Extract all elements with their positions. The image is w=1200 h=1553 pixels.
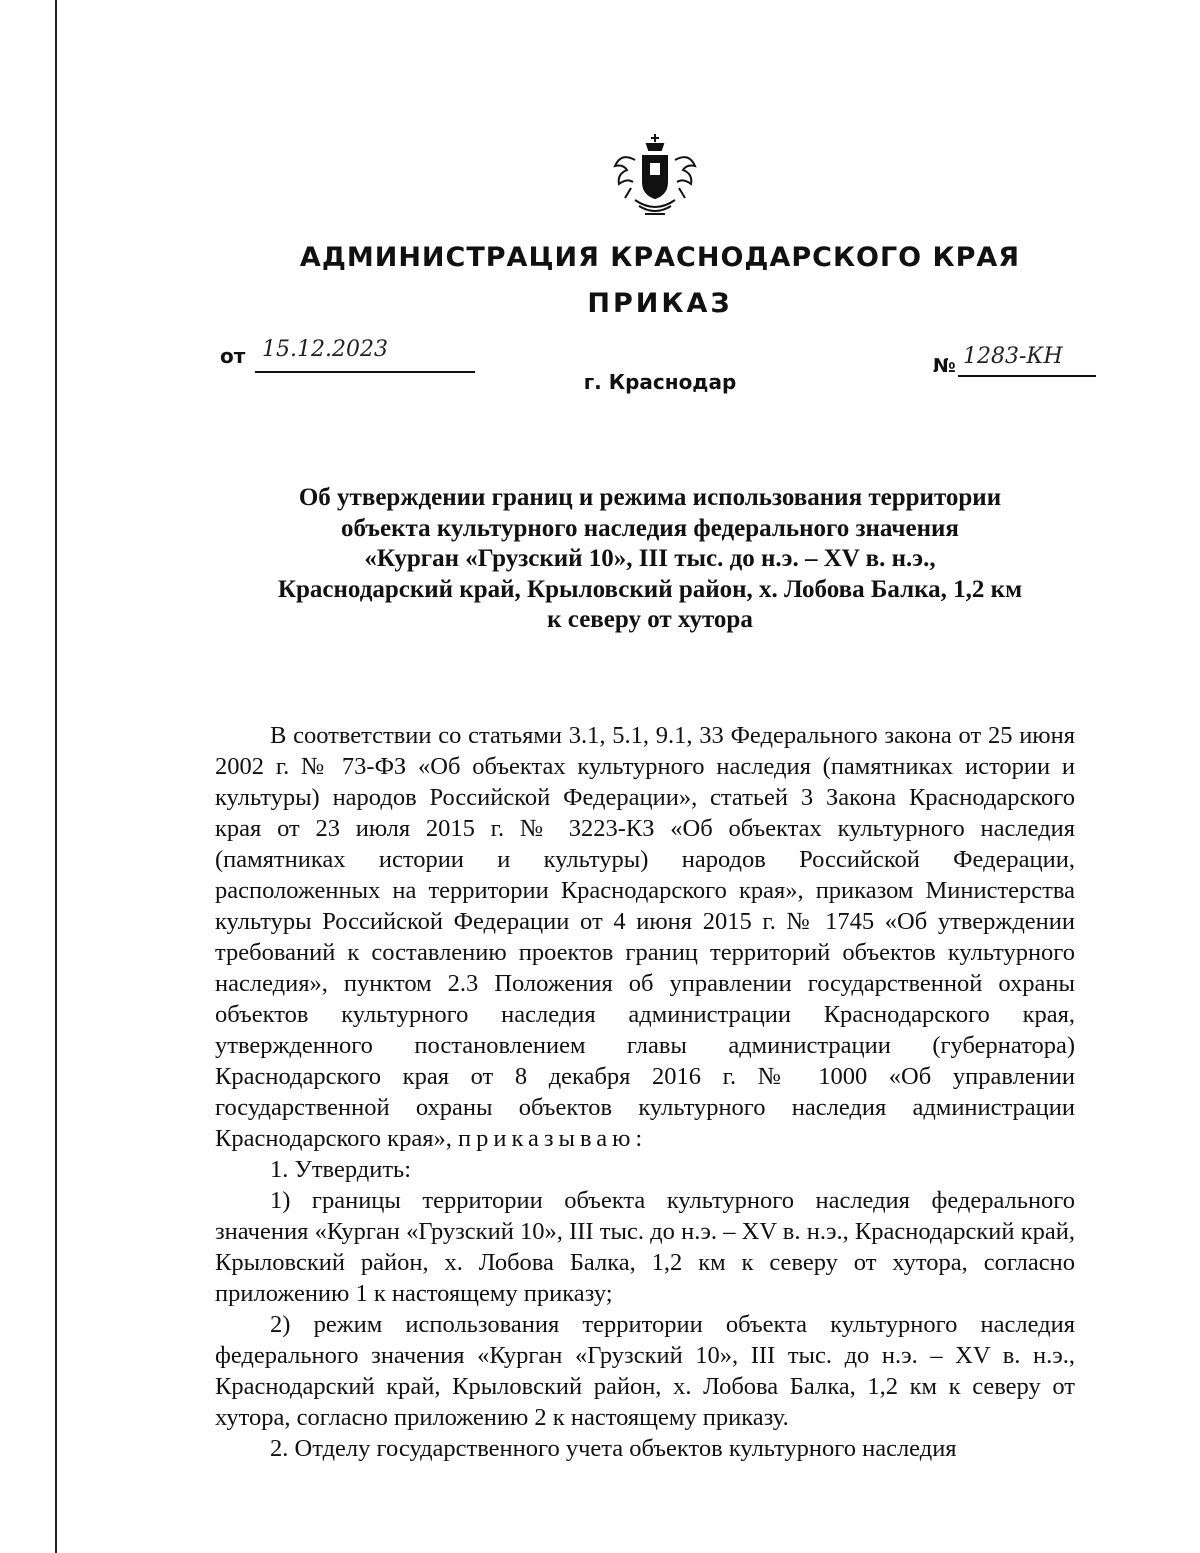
title-line: объекта культурного наследия федерального значения [341, 514, 959, 542]
number-label: № [933, 355, 956, 377]
number-value: 1283-КН [963, 344, 1063, 369]
item-1: 1. Утвердить: [270, 1156, 412, 1183]
document-title [0, 483, 1200, 636]
organization-name: АДМИНИСТРАЦИЯ КРАСНОДАРСКОГО КРАЯ [299, 242, 1021, 273]
order-word: приказываю: [457, 1125, 648, 1152]
preamble-text: В соответствии со статьями 3.1, 5.1, 9.1, 33 Федерального закона от 25 июня 2002 г. № 73-ФЗ «Об объектах культурного наследия (памятниках истории и культуры) народов Российской Федерации», статьей 3 Закона Краснодарского края от 23 июля 2015 г. № 3223-КЗ «Об объектах культурного наследия (памятниках истории и культуры) народов Российской Федерации, расположенных на территории Краснодарского края», приказом Министерства культуры Российской Федерации от 4 июня 2015 г. № 1745 «Об утверждении требований к составлению проектов границ территорий объектов культурного наследия», пунктом 2.3 Положения об управлении государственной охраны объектов культурного наследия администрации Краснодарского края, утвержденного постановлением главы администрации (губернатора) Краснодарского края от 8 декабря 2016 г. № 1000 «Об управлении государственной охраны объектов культурного наследия администрации Краснодарского края», [215, 722, 1075, 1152]
preamble-paragraph [215, 720, 1075, 1154]
title-line: «Курган «Грузский 10», III тыс. до н.э. – XV в. н.э., [364, 545, 936, 572]
city: г. Краснодар [583, 370, 737, 394]
document-type: ПРИКАЗ [587, 288, 733, 319]
item-2: 2. Отделу государственного учета объектов культурного наследия [270, 1435, 957, 1462]
document-body [215, 720, 1075, 1464]
date-value: 15.12.2023 [262, 337, 388, 362]
title-line: Об утверждении границ и режима использования территории [298, 484, 1002, 511]
title-line: Краснодарский край, Крыловский район, х. Лобова Балка, 1,2 км [277, 575, 1023, 603]
item-1-1: 1) границы территории объекта культурного наследия федерального значения «Курган «Грузский 10», III тыс. до н.э. – XV в. н.э., Краснодарский край, Крыловский район, х. Лобова Балка, 1,2 км к северу от хутора, согласно приложению 1 к настоящему приказу; [215, 1187, 1075, 1307]
date-label: от [220, 344, 246, 368]
title-line: к северу от хутора [547, 606, 753, 633]
scan-edge-line [55, 0, 57, 1553]
item-1-2: 2) режим использования территории объекта культурного наследия федерального значения «Курган «Грузский 10», III тыс. до н.э. – XV в. н.э., Краснодарский край, Крыловский район, х. Лобова Балка, 1,2 км к северу от хутора, согласно приложению 2 к настоящему приказу. [215, 1311, 1075, 1431]
coat-of-arms-emblem [605, 130, 705, 222]
